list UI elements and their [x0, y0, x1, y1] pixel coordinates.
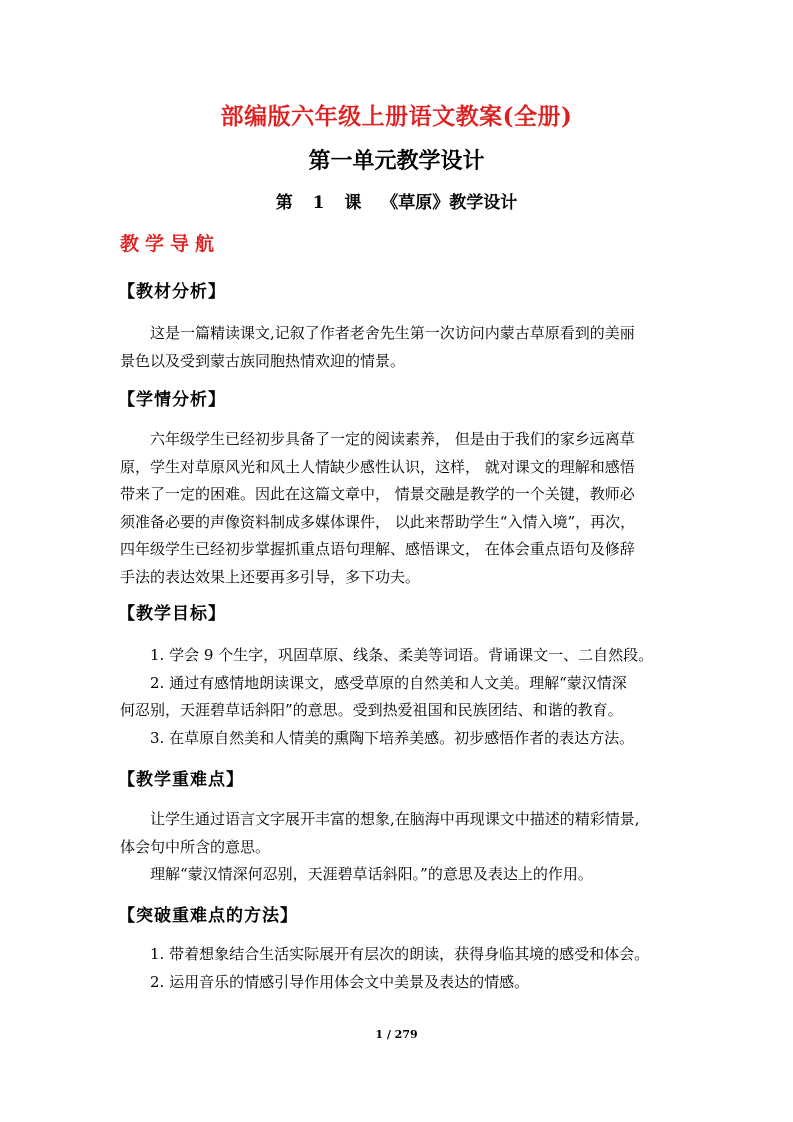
- text-line: 何忍别，天涯碧草话斜阳”的意思。受到热爱祖国和民族团结、和谐的教育。: [120, 701, 623, 719]
- text-line: 四年级学生已经初步掌握抓重点语句理解、感悟课文， 在体会重点语句及修辞: [120, 540, 635, 558]
- document-main-title: 部编版六年级上册语文教案(全册): [220, 103, 573, 130]
- section-body-material: [120, 320, 680, 375]
- teaching-navigation-heading: 教学导航: [120, 233, 221, 255]
- text-line: 六年级学生已经初步具备了一定的阅读素养， 但是由于我们的家乡远离草: [150, 430, 635, 448]
- text-line: 1. 学会 9 个生字，巩固草原、线条、柔美等词语。背诵课文一、二自然段。: [150, 646, 654, 664]
- text-line: 让学生通过语言文字展开丰富的想象,在脑海中再现课文中描述的精彩情景,: [150, 810, 640, 828]
- section-body-students: [120, 426, 680, 591]
- text-line: 手法的表达效果上还要再多引导，多下功夫。: [120, 567, 421, 586]
- section-body-goals: [120, 642, 680, 752]
- text-line: 带来了一定的困难。因此在这篇文章中， 情景交融是教学的一个关键，教师必: [120, 485, 635, 503]
- text-line: 须准备必要的声像资料制成多媒体课件， 以此来帮助学生“入情入境”，再次，: [120, 512, 636, 531]
- section-heading-methods: 【突破重难点的方法】: [118, 906, 298, 926]
- page-indicator: 1 / 279: [375, 1028, 418, 1041]
- lesson-title: 第 1 课 《草原》教学设计: [275, 193, 518, 213]
- unit-title: 第一单元教学设计: [308, 148, 485, 174]
- text-line: 这是一篇精读课文,记叙了作者老舍先生第一次访问内蒙古草原看到的美丽: [150, 324, 635, 342]
- text-line: 原，学生对草原风光和风土人情缺少感性认识，这样， 就对课文的理解和感悟: [120, 457, 635, 476]
- text-line: 1. 带着想象结合生活实际展开有层次的朗读，获得身临其境的感受和体会。: [150, 945, 650, 963]
- section-heading-students: 【学情分析】: [118, 390, 226, 410]
- section-body-methods: [120, 941, 680, 996]
- text-line: 理解“蒙汉情深何忍别，天涯碧草话斜阳。”的意思及表达上的作用。: [150, 865, 593, 883]
- section-heading-goals: 【教学目标】: [118, 604, 226, 624]
- section-heading-difficulties: 【教学重难点】: [118, 770, 244, 790]
- text-line: 2. 运用音乐的情感引导作用体会文中美景及表达的情感。: [150, 972, 530, 991]
- text-line: 景色以及受到蒙古族同胞热情欢迎的情景。: [120, 351, 406, 370]
- section-body-difficulties: [120, 806, 680, 889]
- text-line: 3. 在草原自然美和人情美的熏陶下培养美感。初步感悟作者的表达方法。: [150, 728, 635, 747]
- text-line: 体会句中所含的意思。: [120, 837, 271, 856]
- text-line: 2. 通过有感情地朗读课文，感受草原的自然美和人文美。理解“蒙汉情深: [150, 673, 627, 692]
- section-heading-material: 【教材分析】: [118, 282, 226, 302]
